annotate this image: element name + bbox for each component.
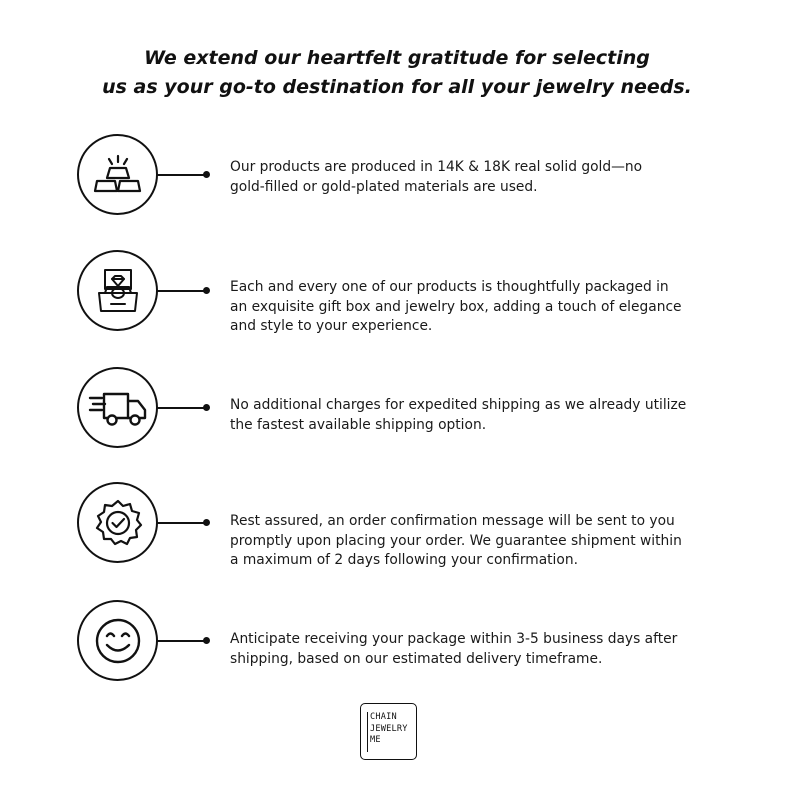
connector-line [157, 174, 207, 176]
connector-line [157, 640, 207, 642]
logo-line-1: CHAIN [370, 712, 397, 722]
gift-box-icon [77, 250, 158, 331]
headline-line-1: We extend our heartfelt gratitude for selecting [144, 47, 650, 69]
feature-text-line: a maximum of 2 days following your confirmation. [230, 552, 578, 568]
smiley-face-icon [77, 600, 158, 681]
fast-delivery-truck-icon [77, 367, 158, 448]
logo-bar [367, 712, 368, 752]
feature-text-line: promptly upon placing your order. We guarantee shipment within [230, 532, 682, 549]
connector-dot [203, 287, 210, 294]
feature-text-line: and style to your experience. [230, 318, 433, 334]
feature-row-gold [0, 134, 794, 218]
feature-text [230, 512, 710, 571]
logo-line-3: ME [370, 735, 381, 745]
headline [0, 44, 794, 102]
headline-line-2: us as your go-to destination for all your jewelry needs. [102, 76, 692, 98]
connector-line [157, 290, 207, 292]
feature-text-line: Each and every one of our products is thoughtfully packaged in [230, 279, 669, 295]
feature-text [230, 396, 710, 435]
feature-text-line: Our products are produced in 14K & 18K real solid gold—no [230, 159, 643, 175]
feature-text-line: Rest assured, an order confirmation message will be sent to you [230, 513, 675, 529]
connector-dot [203, 519, 210, 526]
logo-text [370, 712, 408, 747]
feature-text-line: the fastest available shipping option. [230, 416, 487, 433]
feature-text-line: No additional charges for expedited shipping as we already utilize [230, 397, 687, 413]
connector-dot [203, 171, 210, 178]
feature-text-line: an exquisite gift box and jewelry box, adding a touch of elegance [230, 298, 682, 315]
feature-text [230, 630, 710, 669]
feature-row-delivery [0, 600, 794, 684]
connector-line [157, 407, 207, 409]
feature-text-line: gold-filled or gold-plated materials are used. [230, 178, 538, 195]
gold-bars-icon [77, 134, 158, 215]
connector-dot [203, 404, 210, 411]
verified-badge-icon [77, 482, 158, 563]
logo-line-2: JEWELRY [370, 723, 408, 734]
brand-logo [360, 703, 417, 760]
feature-row-shipping [0, 367, 794, 451]
feature-row-confirmation [0, 482, 794, 566]
feature-text-line: Anticipate receiving your package within 3-5 business days after [230, 631, 678, 647]
feature-text [230, 158, 710, 197]
feature-text-line: shipping, based on our estimated delivery timeframe. [230, 650, 603, 667]
feature-text [230, 278, 710, 337]
feature-row-packaging [0, 250, 794, 334]
connector-dot [203, 637, 210, 644]
connector-line [157, 522, 207, 524]
